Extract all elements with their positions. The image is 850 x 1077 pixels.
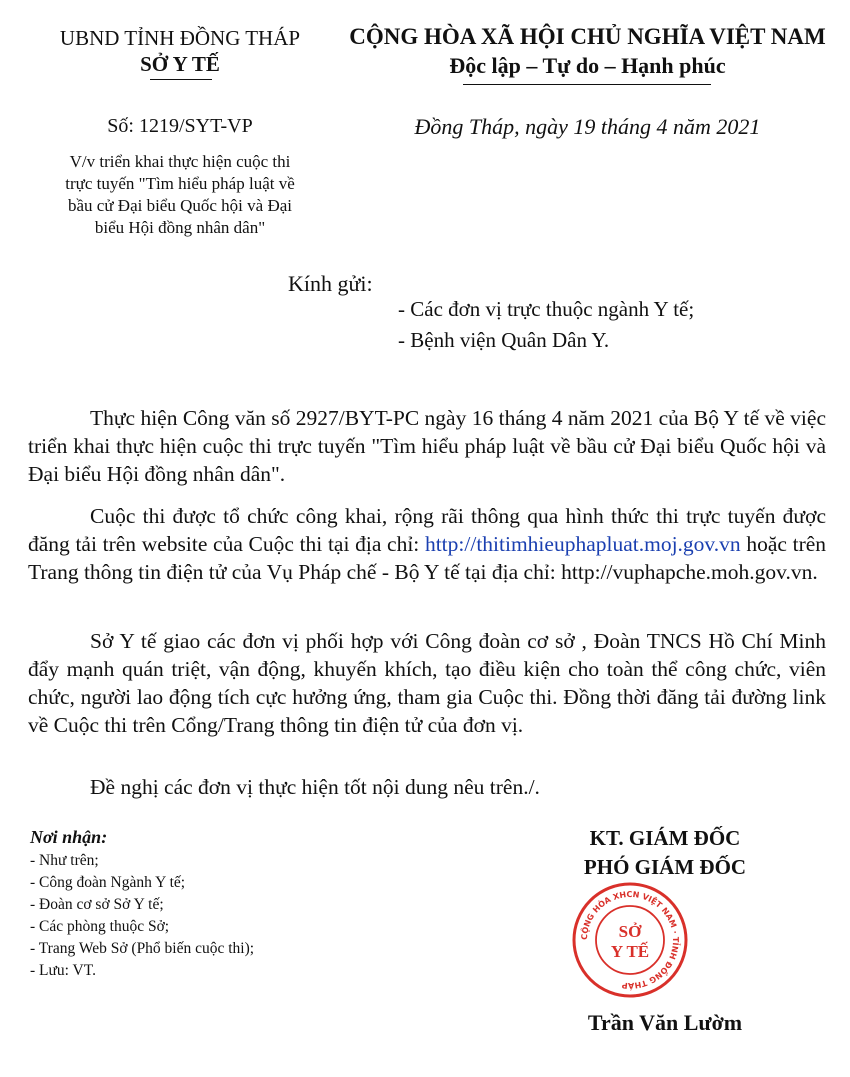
paragraph-text: Đề nghị các đơn vị thực hiện tốt nội dung nêu trên./. xyxy=(90,775,540,799)
document-subject xyxy=(30,151,330,239)
signature-title: PHÓ GIÁM ĐỐC xyxy=(583,855,747,879)
issuing-authority: UBND TỈNH ĐỒNG THÁP xyxy=(59,26,301,50)
recipient-item: - Bệnh viện Quân Dân Y. xyxy=(398,328,610,352)
signer-name: Trần Văn Lườm xyxy=(587,1010,743,1035)
distribution-item: - Trang Web Sở (Phổ biến cuộc thi); xyxy=(30,940,255,957)
document-number: Số: 1219/SYT-VP xyxy=(107,115,253,137)
department-underline xyxy=(150,79,212,80)
seal-ring-text: CỘNG HÒA XHCN VIỆT NAM · TỈNH ĐỒNG THÁP xyxy=(579,889,681,991)
seal-center-top: SỞ xyxy=(618,922,642,941)
motto-underline xyxy=(463,84,711,85)
subject-line: trực tuyến "Tìm hiểu pháp luật về xyxy=(65,174,295,193)
paragraph-text: Thực hiện Công văn số 2927/BYT-PC ngày 16 tháng 4 năm 2021 của Bộ Y tế về việc triển khai thực hiện cuộc thi trực tuyến "Tìm hiểu pháp luật về bầu cử Đại biểu Quốc hội và Đại biểu Hội đồng nhân dân". xyxy=(28,406,826,486)
national-motto: Độc lập – Tự do – Hạnh phúc xyxy=(449,53,726,78)
recipients-label: Kính gửi: xyxy=(288,271,373,296)
seal-center-bottom: Y TẾ xyxy=(610,942,650,961)
body-paragraph-1 xyxy=(28,404,826,488)
subject-line: biểu Hội đồng nhân dân" xyxy=(94,218,266,237)
subject-line: V/v triển khai thực hiện cuộc thi xyxy=(69,152,291,171)
issuing-department: SỞ Y TẾ xyxy=(140,52,220,76)
body-paragraph-2 xyxy=(28,502,826,586)
body-paragraph-3 xyxy=(28,627,826,739)
national-title: CỘNG HÒA XÃ HỘI CHỦ NGHĨA VIỆT NAM xyxy=(349,24,826,49)
subject-line: bầu cử Đại biểu Quốc hội và Đại xyxy=(67,196,292,215)
contest-website-link[interactable]: http://thitimhieuphapluat.moj.gov.vn xyxy=(424,532,741,556)
recipient-item: - Các đơn vị trực thuộc ngành Y tế; xyxy=(398,297,695,321)
distribution-item: - Các phòng thuộc Sở; xyxy=(30,918,170,935)
paragraph-text: Sở Y tế giao các đơn vị phối hợp với Công đoàn cơ sở , Đoàn TNCS Hồ Chí Minh đẩy mạnh quán triệt, vận động, khuyến khích, tạo điều kiện cho toàn thể công chức, viên chức, người lao động tích cực hưởng ứng, tham gia Cuộc thi. Đồng thời đăng tải đường link về Cuộc thi trên Cổng/Trang thông tin điện tử của đơn vị. xyxy=(28,629,826,737)
place-date: Đồng Tháp, ngày 19 tháng 4 năm 2021 xyxy=(414,114,761,139)
signature-authority: KT. GIÁM ĐỐC xyxy=(589,826,741,850)
paragraph-text: Cuộc thi được tổ chức công khai, rộng rãi thông qua hình thức thi trực tuyến được đăng tải trên website của Cuộc thi tại địa chỉ: xyxy=(28,504,826,556)
official-seal xyxy=(570,880,690,1000)
distribution-title: Nơi nhận: xyxy=(30,827,108,847)
paragraph-text: hoặc trên Trang thông tin điện tử của Vụ Pháp chế - Bộ Y tế tại địa chỉ: http://vuphapche.moh.gov.vn. xyxy=(28,532,827,584)
distribution-item: - Công đoàn Ngành Y tế; xyxy=(30,874,186,891)
body-paragraph-4 xyxy=(28,773,826,801)
distribution-item: - Lưu: VT. xyxy=(30,962,96,979)
distribution-item: - Đoàn cơ sở Sở Y tế; xyxy=(30,896,164,913)
distribution-item: - Như trên; xyxy=(30,852,99,869)
